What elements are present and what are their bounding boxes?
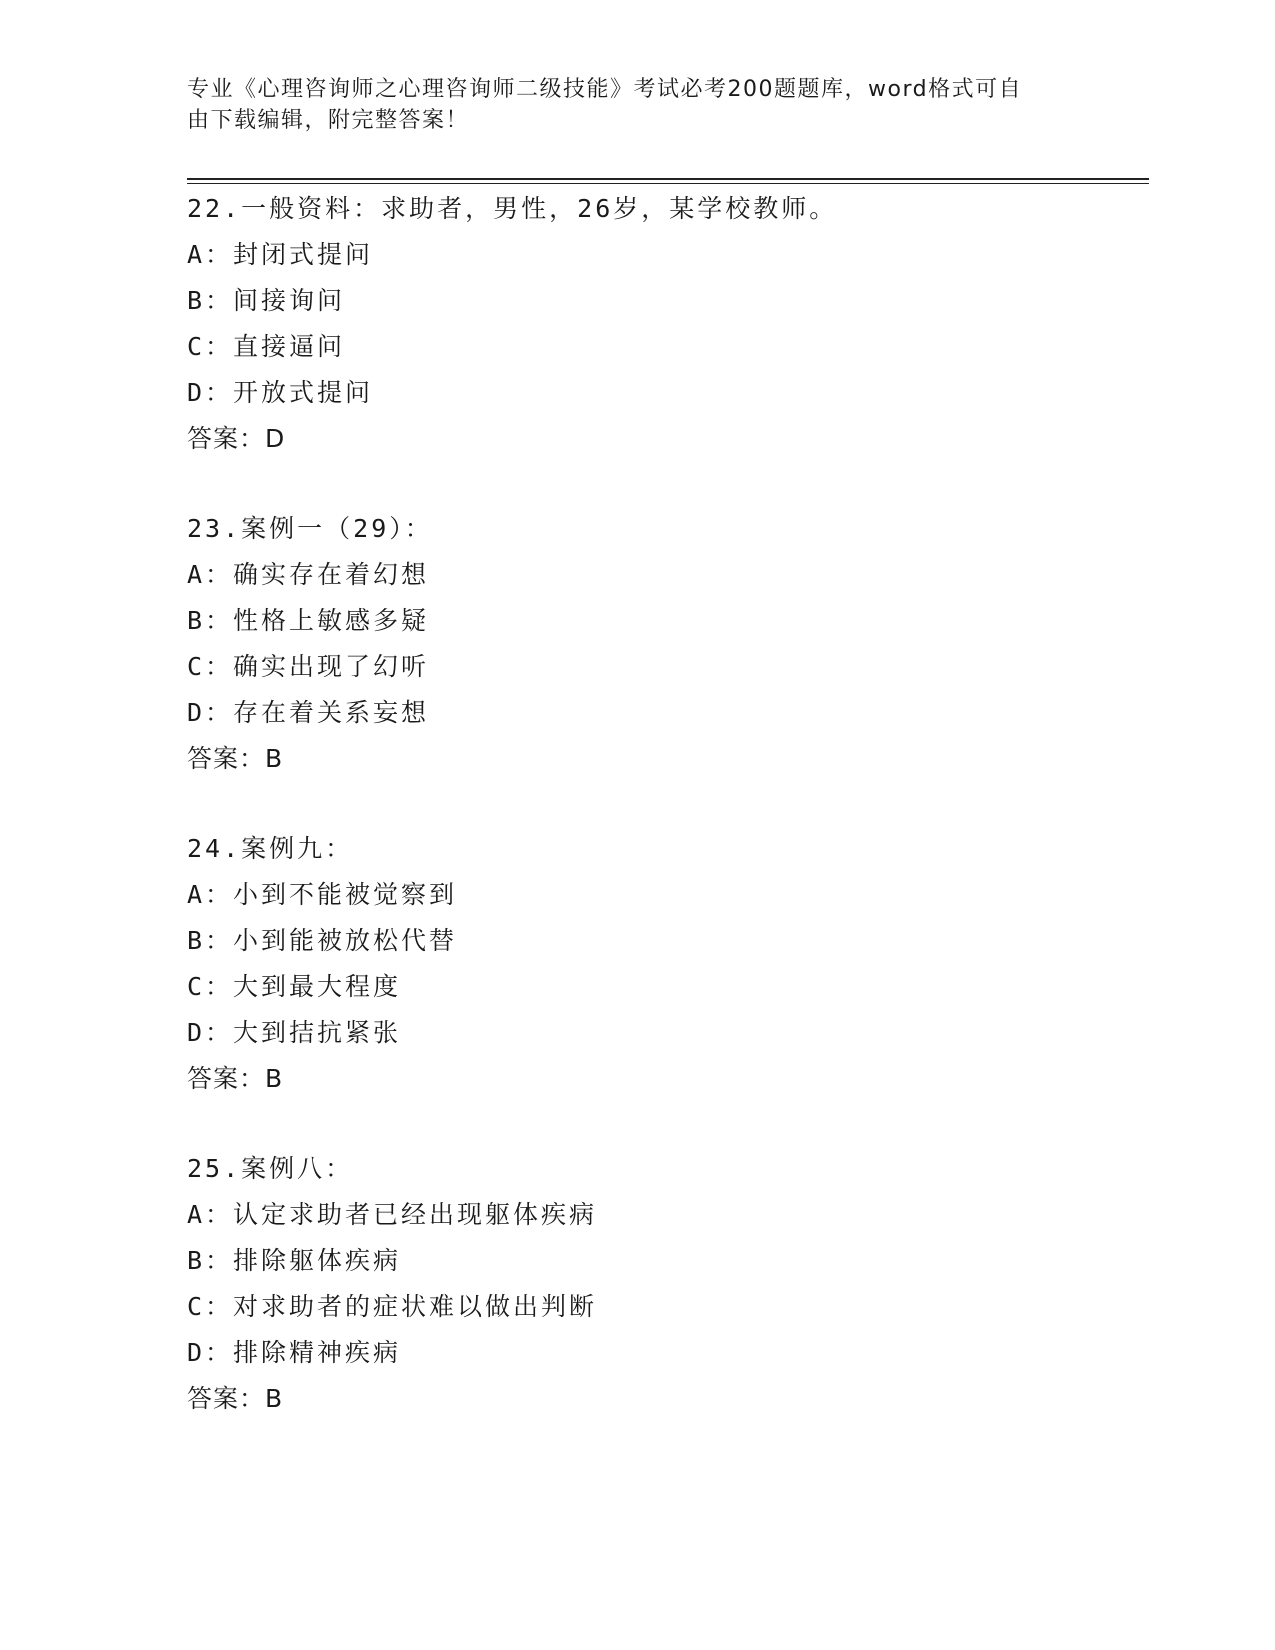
option-d: D：开放式提问 bbox=[187, 378, 374, 407]
document-header bbox=[187, 74, 1087, 136]
option-b: B：间接询问 bbox=[187, 286, 346, 315]
answer: 答案：B bbox=[187, 744, 284, 773]
header-line-2: 由下载编辑，附完整答案！ bbox=[187, 108, 470, 133]
option-c: C：直接逼问 bbox=[187, 332, 346, 361]
question-stem: 25.案例八： bbox=[187, 1154, 354, 1183]
question-24 bbox=[187, 826, 1147, 1102]
answer: 答案：B bbox=[187, 1064, 284, 1093]
header-divider-thin bbox=[187, 183, 1149, 184]
header-line-1: 专业《心理咨询师之心理咨询师二级技能》考试必考200题题库，word格式可自 bbox=[187, 77, 1023, 102]
answer: 答案：D bbox=[187, 424, 286, 453]
option-b: B：性格上敏感多疑 bbox=[187, 606, 430, 635]
option-a: A：小到不能被觉察到 bbox=[187, 880, 458, 909]
option-b: B：排除躯体疾病 bbox=[187, 1246, 402, 1275]
header-divider-thick bbox=[187, 178, 1149, 180]
answer: 答案：B bbox=[187, 1384, 284, 1413]
option-a: A：认定求助者已经出现躯体疾病 bbox=[187, 1200, 598, 1229]
question-stem: 24.案例九： bbox=[187, 834, 354, 863]
option-c: C：大到最大程度 bbox=[187, 972, 402, 1001]
option-c: C：对求助者的症状难以做出判断 bbox=[187, 1292, 598, 1321]
option-a: A：封闭式提问 bbox=[187, 240, 374, 269]
option-d: D：排除精神疾病 bbox=[187, 1338, 402, 1367]
option-d: D：大到拮抗紧张 bbox=[187, 1018, 402, 1047]
question-22 bbox=[187, 186, 1147, 462]
option-c: C：确实出现了幻听 bbox=[187, 652, 430, 681]
question-25 bbox=[187, 1146, 1147, 1422]
question-23 bbox=[187, 506, 1147, 782]
question-stem: 23.案例一（29）： bbox=[187, 514, 433, 543]
option-b: B：小到能被放松代替 bbox=[187, 926, 458, 955]
option-a: A：确实存在着幻想 bbox=[187, 560, 430, 589]
question-stem: 22.一般资料：求助者，男性，26岁，某学校教师。 bbox=[187, 194, 838, 223]
option-d: D：存在着关系妄想 bbox=[187, 698, 430, 727]
